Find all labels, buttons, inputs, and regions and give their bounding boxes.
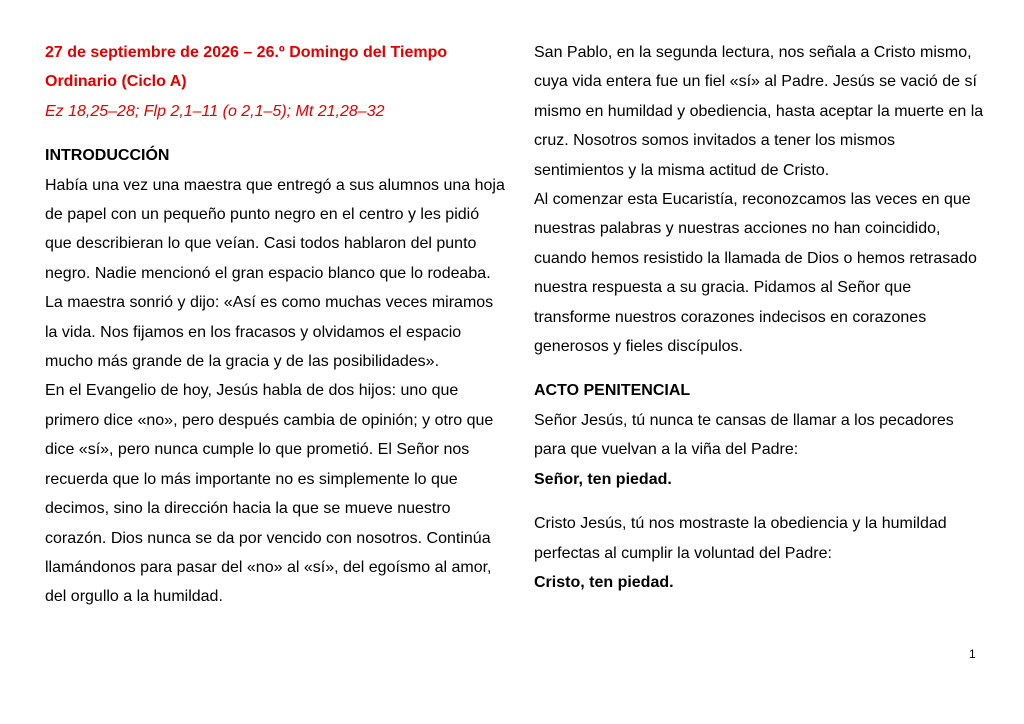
penitential-invocation: Señor Jesús, tú nunca te cansas de llamar a los pecadores para que vuelvan a la viña del Padre: [534,411,954,459]
introduction-paragraph: San Pablo, en la segunda lectura, nos señala a Cristo mismo, cuya vida entera fue un fiel «sí» al Padre. Jesús se vació de sí mismo en humildad y obediencia, hasta aceptar la muerte en la cruz. Nosotros somos invitados a tener los mismos sentimientos y la misma actitud de Cristo. [534,44,984,179]
penitential-act-heading: ACTO PENITENCIAL [534,382,691,400]
left-column [45,38,505,612]
penitential-invocation: Cristo Jesús, tú nos mostraste la obediencia y la humildad perfectas al cumplir la voluntad del Padre: [534,515,947,562]
introduction-heading: INTRODUCCIÓN [45,147,170,165]
page-number: 1 [969,647,976,661]
penitential-response: Cristo, ten piedad. [534,573,674,591]
introduction-paragraph: En el Evangelio de hoy, Jesús habla de dos hijos: uno que primero dice «no», pero después cambia de opinión; y otro que dice «sí», pero nunca cumple lo que prometió. El Señor nos recuerda que lo más importante no es simplemente lo que decimos, sino la dirección hacia la que se mueve nuestro corazón. Dios nunca se da por vencido con nosotros. Continúa llamándonos para pasar del «no» al «sí», del egoísmo al amor, del orgullo a la humildad. [45,382,494,606]
penitential-response: Señor, ten piedad. [534,470,672,488]
right-column [534,38,984,597]
introduction-paragraph: Al comenzar esta Eucaristía, reconozcamos las veces en que nuestras palabras y nuestras acciones no han coincidido, cuando hemos resistido la llamada de Dios o hemos retrasado nuestra respuesta a su gracia. Pidamos al Señor que transforme nuestros corazones indecisos en corazones generosos y fieles discípulos. [534,191,977,356]
scripture-references: Ez 18,25–28; Flp 2,1–11 (o 2,1–5); Mt 21,28–32 [45,102,385,120]
celebration-title: 27 de septiembre de 2026 – 26.º Domingo del Tiempo Ordinario (Ciclo A) [45,44,448,91]
introduction-paragraph: Había una vez una maestra que entregó a sus alumnos una hoja de papel con un pequeño punto negro en el centro y les pidió que describieran lo que veían. Casi todos hablaron del punto negro. Nadie mencionó el gran espacio blanco que lo rodeaba. La maestra sonrió y dijo: «Así es como muchas veces miramos la vida. Nos fijamos en los fracasos y olvidamos el espacio mucho más grande de la gracia y de las posibilidades». [45,176,505,371]
